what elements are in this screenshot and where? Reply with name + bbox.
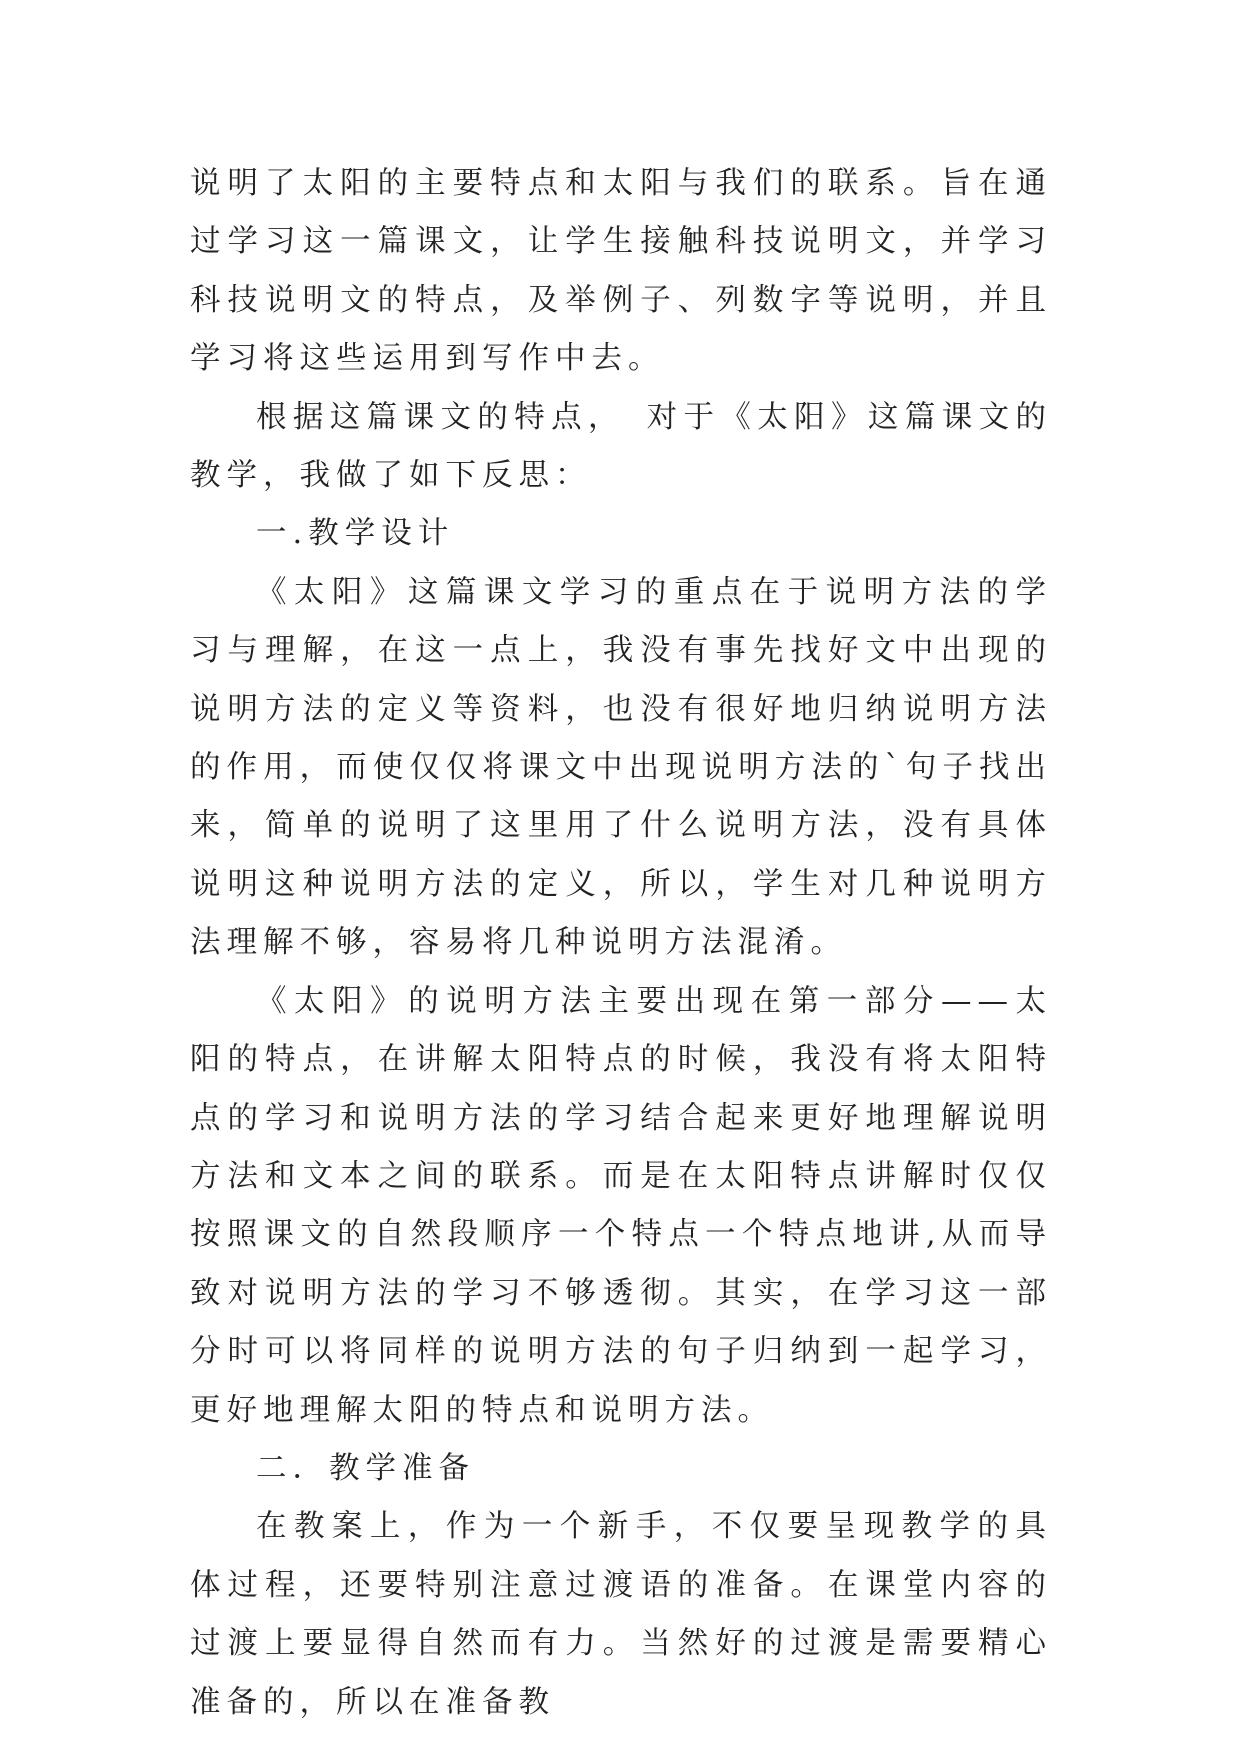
paragraph-teaching-design-2: 《太阳》的说明方法主要出现在第一部分——太阳的特点，在讲解太阳特点的时候，我没有将太阳特点的学习和说明方法的学习结合起来更好地理解说明方法和文本之间的联系。而是在太阳特点讲解时仅仅按照课文的自然段顺序一个特点一个特点地讲,从而导致对说明方法的学习不够透彻。其实，在学习这一部分时可以将同样的说明方法的句子归纳到一起学习，更好地理解太阳的特点和说明方法。 xyxy=(190,983,1052,1428)
section-heading-teaching-preparation: 二．教学准备 xyxy=(256,1450,475,1486)
paragraph-teaching-preparation: 在教案上，作为一个新手，不仅要呈现教学的具体过程，还要特别注意过渡语的准备。在课堂内容的过渡上要显得自然而有力。当然好的过渡是需要精心准备的，所以在准备教 xyxy=(190,1509,1052,1720)
paragraph-intro-continued: 说明了太阳的主要特点和太阳与我们的联系。旨在通过学习这一篇课文，让学生接触科技说明文，并学习科技说明文的特点，及举例子、列数字等说明，并且学习将这些运用到写作中去。 xyxy=(190,166,1052,377)
section-heading-teaching-design: 一.教学设计 xyxy=(256,516,455,552)
paragraph-reflection-intro: 根据这篇课文的特点， 对于《太阳》这篇课文的教学，我做了如下反思： xyxy=(190,399,1052,494)
document-body xyxy=(190,155,1052,1732)
paragraph-teaching-design-1: 《太阳》这篇课文学习的重点在于说明方法的学习与理解，在这一点上，我没有事先找好文中出现的说明方法的定义等资料，也没有很好地归纳说明方法的作用，而使仅仅将课文中出现说明方法的`句子找出来，简单的说明了这里用了什么说明方法，没有具体说明这种说明方法的定义，所以，学生对几种说明方法理解不够，容易将几种说明方法混淆。 xyxy=(190,574,1052,961)
